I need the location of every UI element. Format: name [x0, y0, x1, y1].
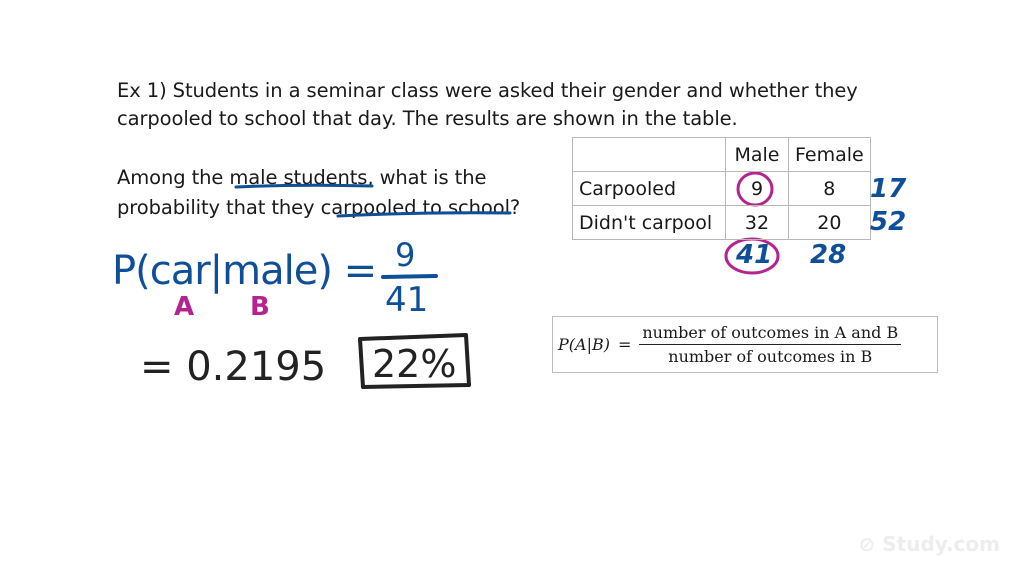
label-a: A [174, 292, 195, 322]
cell-male: 9 [726, 172, 789, 206]
underline-stroke [236, 185, 372, 187]
cell-male: 32 [726, 206, 789, 240]
question-text: ? [509, 196, 521, 219]
underline-stroke [338, 213, 510, 216]
formula-lhs: P(A|B) [558, 335, 610, 354]
col-total-female: 28 [810, 240, 847, 270]
row-total-carpooled: 17 [870, 174, 907, 204]
study-com-watermark: ⊘ Study.com [858, 532, 1000, 556]
question-text: , what is the probability that they [117, 166, 487, 219]
cell-female: 8 [789, 172, 871, 206]
underlined-carpooled-to-school: carpooled to school [320, 196, 510, 219]
underlined-male-students: male students [229, 166, 368, 189]
study-logo-icon: ⊘ [858, 532, 883, 556]
row-total-didnt-carpool: 52 [870, 207, 907, 237]
problem-prompt: Ex 1) Students in a seminar class were asked their gender and whether they carpooled to school that day. The results are shown in the table. [117, 79, 858, 130]
formula-fraction [639, 323, 901, 366]
fraction-numerator: 9 [395, 236, 416, 274]
probability-expression: P(car|male) = [112, 248, 377, 294]
contingency-table [572, 137, 871, 240]
col-header-female: Female [789, 138, 871, 172]
question-text: Among the [117, 166, 230, 189]
fraction-denominator: 41 [385, 280, 429, 320]
formula-numerator: number of outcomes in A and B [639, 323, 901, 345]
label-b: B [250, 292, 270, 322]
col-total-male: 41 [736, 240, 773, 270]
cell-female: 20 [789, 206, 871, 240]
conditional-probability-formula [552, 316, 938, 373]
row-label: Didn't carpool [573, 206, 726, 240]
table-row [573, 172, 871, 206]
formula-denominator: number of outcomes in B [668, 347, 873, 366]
table-header-row [573, 138, 871, 172]
col-header-male: Male [726, 138, 789, 172]
formula-equals: = [617, 335, 632, 354]
decimal-result: = 0.2195 [140, 344, 327, 390]
table-row [573, 206, 871, 240]
final-answer: 22% [372, 342, 457, 386]
table-corner-cell [573, 138, 726, 172]
row-label: Carpooled [573, 172, 726, 206]
